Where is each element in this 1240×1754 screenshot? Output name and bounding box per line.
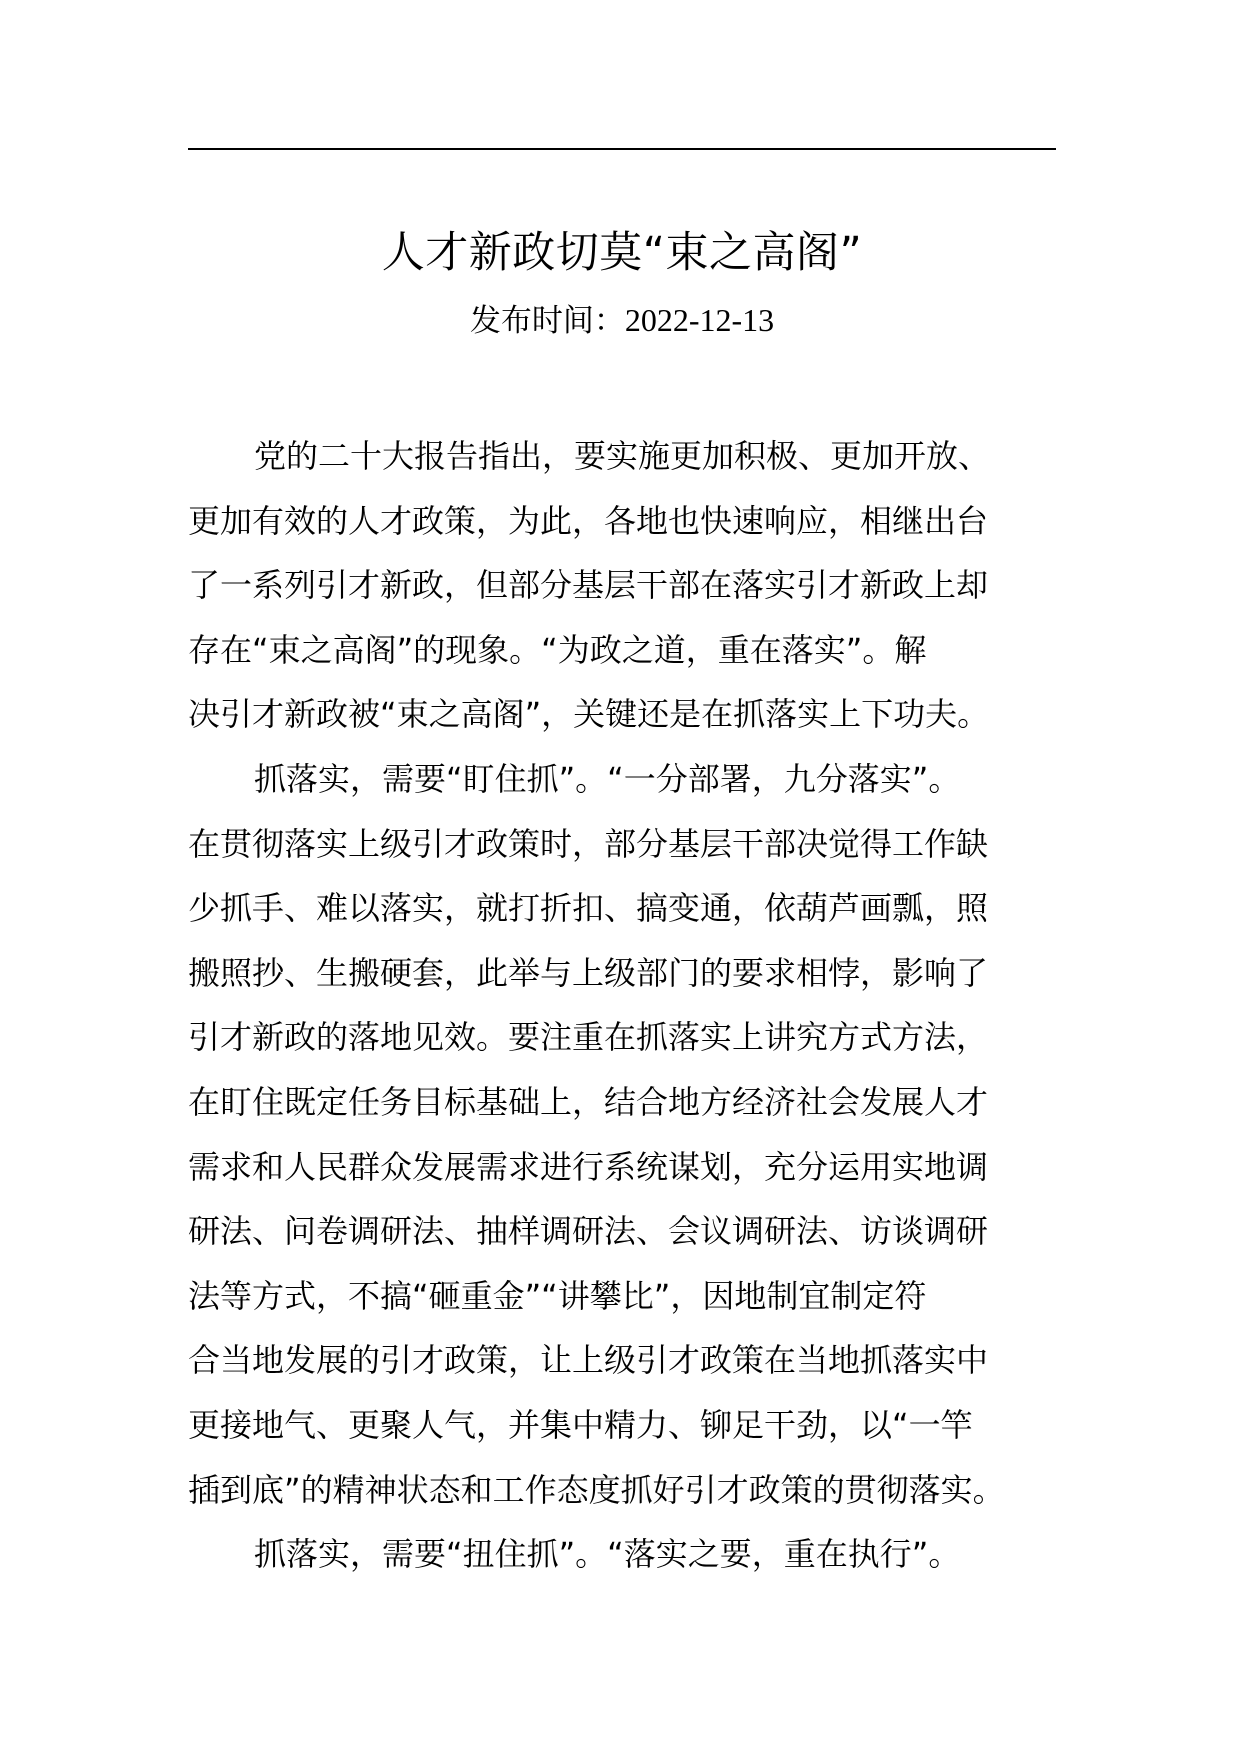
body-line: 引才新政的落地见效。要注重在抓落实上讲究方式方法，	[188, 1018, 989, 1057]
publish-date-label: 发布时间：	[469, 303, 625, 339]
body-line: 抓落实，需要“扭住抓”。“落实之要，重在执行”。	[254, 1535, 961, 1574]
body-line: 更接地气、更聚人气，并集中精力、铆足干劲，以“一竿	[188, 1405, 973, 1444]
article-body	[188, 424, 1056, 1587]
body-line: 抓落实，需要“盯住抓”。“一分部署，九分落实”。	[254, 759, 961, 798]
body-line: 存在“束之高阁”的现象。“为政之道，重在落实”。解	[188, 630, 927, 669]
body-line: 法等方式，不搞“砸重金”“讲攀比”，因地制宜制定符	[188, 1276, 927, 1315]
publish-date-value: 2022-12-13	[624, 302, 775, 338]
body-line: 少抓手、难以落实，就打折扣、搞变通，依葫芦画瓢，照	[188, 889, 989, 928]
body-line: 了一系列引才新政，但部分基层干部在落实引才新政上却	[188, 566, 989, 605]
body-line: 需求和人民群众发展需求进行系统谋划，充分运用实地调	[188, 1147, 989, 1186]
body-line: 在贯彻落实上级引才政策时，部分基层干部决觉得工作缺	[188, 824, 989, 863]
header-rule	[188, 148, 1056, 150]
article-title: 人才新政切莫“束之高阁”	[381, 228, 863, 278]
body-line: 插到底”的精神状态和工作态度抓好引才政策的贯彻落实。	[188, 1470, 1005, 1509]
body-line: 在盯住既定任务目标基础上，结合地方经济社会发展人才	[188, 1082, 989, 1121]
body-line: 更加有效的人才政策，为此，各地也快速响应，相继出台	[188, 501, 989, 540]
body-line: 研法、问卷调研法、抽样调研法、会议调研法、访谈调研	[188, 1212, 989, 1251]
body-line: 合当地发展的引才政策，让上级引才政策在当地抓落实中	[188, 1341, 989, 1380]
body-line: 党的二十大报告指出，要实施更加积极、更加开放、	[254, 437, 991, 475]
body-line: 搬照抄、生搬硬套，此举与上级部门的要求相悖，影响了	[188, 953, 989, 992]
body-line: 决引才新政被“束之高阁”，关键还是在抓落实上下功夫。	[188, 695, 990, 734]
publish-date	[188, 298, 1056, 343]
